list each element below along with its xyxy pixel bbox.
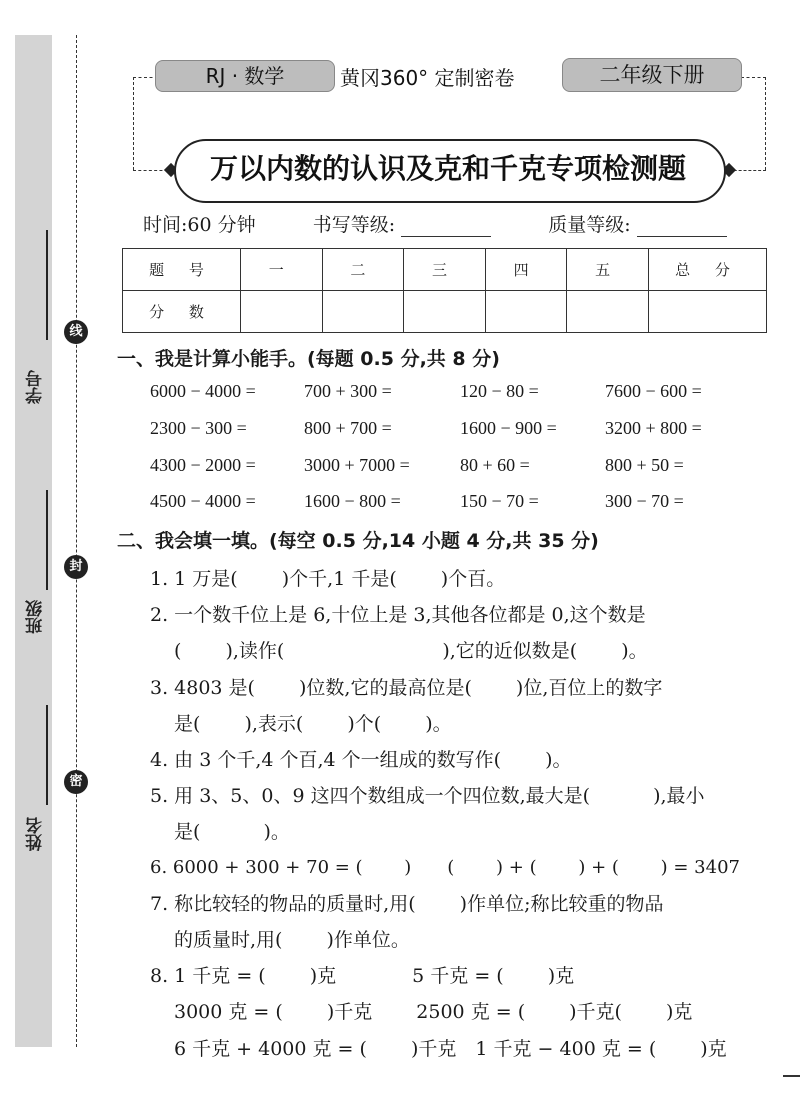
score-table bbox=[122, 248, 767, 333]
binding-strip bbox=[15, 35, 52, 1047]
question-line: 7. 称比较轻的物品的质量时,用( )作单位;称比较重的物品 bbox=[150, 893, 664, 915]
question-line: 是( )。 bbox=[174, 821, 290, 843]
calc-item: 120 − 80 = bbox=[460, 381, 539, 401]
info-row bbox=[143, 210, 727, 237]
section1-title: 一、我是计算小能手。(每题 0.5 分,共 8 分) bbox=[117, 348, 500, 370]
question-line: 4. 由 3 个千,4 个百,4 个一组成的数写作( )。 bbox=[150, 749, 572, 771]
writing-grade-label: 书写等级: bbox=[312, 214, 396, 236]
question-line: ( ),读作( ),它的近似数是( )。 bbox=[174, 640, 648, 662]
score-cell[interactable] bbox=[241, 291, 323, 333]
question-line: 5. 用 3、5、0、9 这四个数组成一个四位数,最大是( ),最小 bbox=[150, 785, 705, 807]
question-line: 1. 1 万是( )个千,1 千是( )个百。 bbox=[150, 568, 506, 590]
question-line: 3. 4803 是( )位数,它的最高位是( )位,百位上的数字 bbox=[150, 677, 663, 699]
calc-item: 3000 + 7000 = bbox=[304, 455, 410, 475]
score-cell[interactable] bbox=[567, 291, 649, 333]
page-title: 万以内数的认识及克和千克专项检测题 bbox=[209, 152, 686, 185]
question-line: 2. 一个数千位上是 6,十位上是 3,其他各位都是 0,这个数是 bbox=[150, 604, 646, 626]
student-id-label: 学号 bbox=[26, 370, 46, 404]
question-line: 6. 6000 + 300 + 70 = ( ) ( ) + ( ) + ( ) = 3407 bbox=[150, 857, 740, 878]
calc-item: 4500 − 4000 = bbox=[150, 491, 256, 511]
score-cell[interactable] bbox=[322, 291, 404, 333]
question-line: 8. 1 千克 = ( )克 5 千克 = ( )克 bbox=[150, 965, 575, 987]
student-id-blank bbox=[46, 230, 48, 340]
calc-item: 6000 − 4000 = bbox=[150, 381, 256, 401]
name-blank bbox=[46, 705, 48, 805]
score-cell[interactable] bbox=[485, 291, 567, 333]
quality-grade-blank[interactable] bbox=[637, 236, 727, 237]
frame-line bbox=[741, 77, 766, 78]
score-table-score-row bbox=[123, 291, 767, 333]
calc-item: 4300 − 2000 = bbox=[150, 455, 256, 475]
calc-item: 300 − 70 = bbox=[605, 491, 684, 511]
score-table-header: 一 bbox=[241, 249, 323, 291]
score-cell[interactable] bbox=[649, 291, 767, 333]
frame-line bbox=[133, 77, 134, 170]
score-cell[interactable] bbox=[404, 291, 486, 333]
calc-item: 2300 − 300 = bbox=[150, 418, 247, 438]
score-table-header: 三 bbox=[404, 249, 486, 291]
calc-item: 7600 − 600 = bbox=[605, 381, 702, 401]
cut-line bbox=[76, 35, 77, 1047]
class-blank bbox=[46, 490, 48, 590]
score-table-header: 二 bbox=[322, 249, 404, 291]
seal-mark-seal: 封 bbox=[64, 555, 88, 579]
question-line: 3000 克 = ( )千克 2500 克 = ( )千克( )克 bbox=[174, 1001, 693, 1023]
calc-item: 800 + 700 = bbox=[304, 418, 392, 438]
calc-item: 150 − 70 = bbox=[460, 491, 539, 511]
calc-item: 1600 − 900 = bbox=[460, 418, 557, 438]
score-table-header: 题 号 bbox=[123, 249, 241, 291]
frame-line bbox=[765, 77, 766, 170]
score-row-label: 分 数 bbox=[123, 291, 241, 333]
writing-grade-blank[interactable] bbox=[401, 236, 491, 237]
quality-grade-label: 质量等级: bbox=[548, 214, 631, 236]
score-table-header: 五 bbox=[567, 249, 649, 291]
section2-title: 二、我会填一填。(每空 0.5 分,14 小题 4 分,共 35 分) bbox=[117, 530, 599, 552]
calc-item: 3200 + 800 = bbox=[605, 418, 702, 438]
question-line: 的质量时,用( )作单位。 bbox=[174, 929, 410, 951]
name-label: 姓名 bbox=[26, 817, 46, 851]
calc-item: 80 + 60 = bbox=[460, 455, 530, 475]
score-table-header: 总 分 bbox=[649, 249, 767, 291]
question-line: 6 千克 + 4000 克 = ( )千克 1 千克 − 400 克 = ( )克 bbox=[174, 1038, 727, 1060]
question-line: 是( ),表示( )个( )。 bbox=[174, 713, 452, 735]
brand-text: 黄冈360° 定制密卷 bbox=[340, 66, 515, 90]
edition-badge: RJ · 数学 bbox=[155, 60, 335, 92]
calc-item: 700 + 300 = bbox=[304, 381, 392, 401]
seal-mark-secret: 密 bbox=[64, 770, 88, 794]
class-label: 班级 bbox=[26, 600, 46, 634]
page-edge-mark bbox=[783, 1075, 800, 1077]
seal-mark-line: 线 bbox=[64, 320, 88, 344]
score-table-header-row bbox=[123, 249, 767, 291]
score-table-header: 四 bbox=[485, 249, 567, 291]
calc-item: 800 + 50 = bbox=[605, 455, 684, 475]
time-limit: 时间:60 分钟 bbox=[143, 214, 256, 236]
calc-item: 1600 − 800 = bbox=[304, 491, 401, 511]
grade-badge: 二年级下册 bbox=[562, 58, 742, 92]
